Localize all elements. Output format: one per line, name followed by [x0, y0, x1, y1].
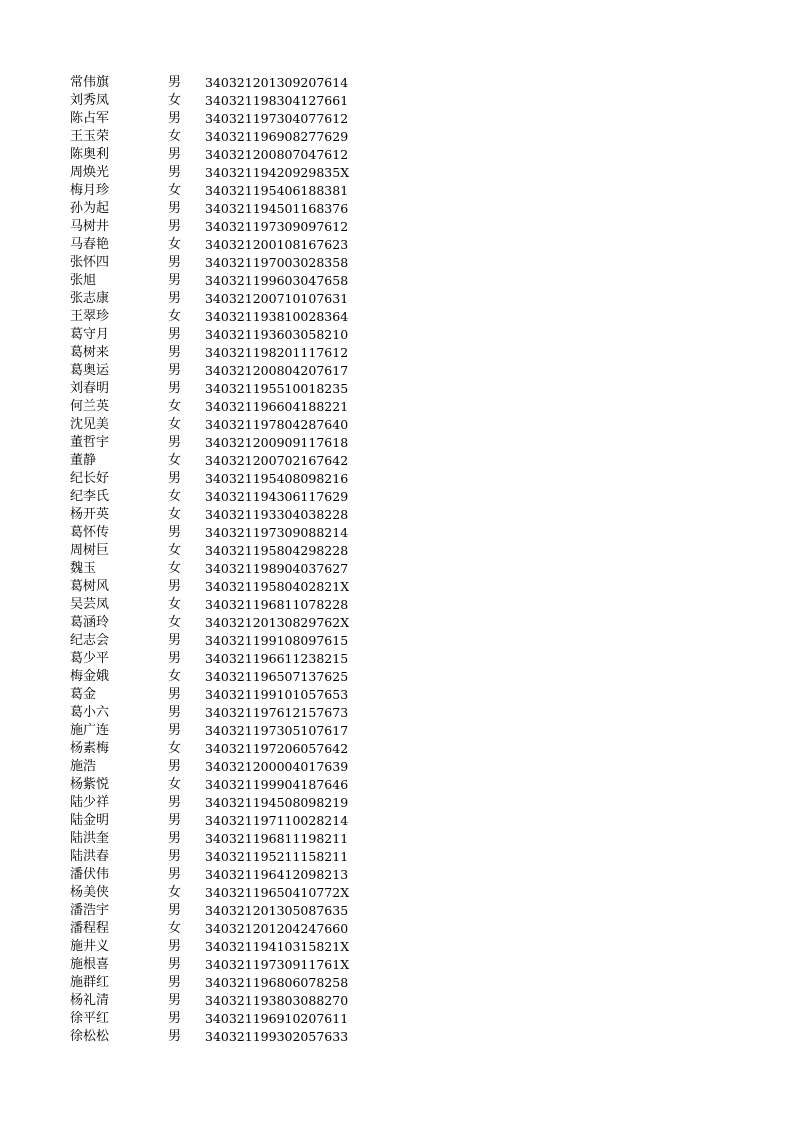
table-row — [0, 650, 793, 668]
id-number-cell: 340321196910207611 — [205, 1011, 349, 1026]
table-row — [0, 470, 793, 488]
id-number-cell: 340321194508098219 — [205, 795, 349, 810]
name-cell: 陆洪春 — [70, 849, 110, 864]
table-row — [0, 542, 793, 560]
table-row — [0, 830, 793, 848]
name-cell: 陈占军 — [70, 111, 110, 126]
name-cell: 潘伏伟 — [70, 867, 110, 882]
id-number-cell: 340321194306117629 — [205, 489, 349, 504]
table-row — [0, 524, 793, 542]
gender-cell: 女 — [168, 129, 182, 144]
name-cell: 陆少祥 — [70, 795, 110, 810]
id-number-cell: 340321193803088270 — [205, 993, 349, 1008]
gender-cell: 女 — [168, 453, 182, 468]
id-number-cell: 340321197309097612 — [205, 219, 349, 234]
id-number-cell: 340321195804298228 — [205, 543, 349, 558]
name-cell: 刘春明 — [70, 381, 110, 396]
name-cell: 杨素梅 — [70, 741, 110, 756]
name-cell: 张旭 — [70, 273, 97, 288]
name-cell: 施井义 — [70, 939, 110, 954]
table-row — [0, 380, 793, 398]
table-row — [0, 326, 793, 344]
name-cell: 葛树来 — [70, 345, 110, 360]
gender-cell: 男 — [168, 867, 182, 882]
id-number-cell: 340321199101057653 — [205, 687, 349, 702]
table-row — [0, 902, 793, 920]
id-number-cell: 340321200702167642 — [205, 453, 349, 468]
table-row — [0, 182, 793, 200]
name-cell: 陆洪奎 — [70, 831, 110, 846]
roster-table — [0, 74, 793, 1046]
name-cell: 葛涵玲 — [70, 615, 110, 630]
table-row — [0, 218, 793, 236]
name-cell: 马春艳 — [70, 237, 110, 252]
gender-cell: 女 — [168, 597, 182, 612]
table-row — [0, 434, 793, 452]
table-row — [0, 884, 793, 902]
table-row — [0, 146, 793, 164]
gender-cell: 男 — [168, 273, 182, 288]
name-cell: 施根喜 — [70, 957, 110, 972]
gender-cell: 男 — [168, 813, 182, 828]
gender-cell: 男 — [168, 201, 182, 216]
gender-cell: 男 — [168, 75, 182, 90]
table-row — [0, 956, 793, 974]
id-number-cell: 340321193304038228 — [205, 507, 349, 522]
name-cell: 葛金 — [70, 687, 97, 702]
gender-cell: 女 — [168, 489, 182, 504]
gender-cell: 男 — [168, 687, 182, 702]
name-cell: 葛守月 — [70, 327, 110, 342]
name-cell: 施浩 — [70, 759, 97, 774]
id-number-cell: 340321201309207614 — [205, 75, 349, 90]
name-cell: 周焕光 — [70, 165, 110, 180]
gender-cell: 男 — [168, 363, 182, 378]
name-cell: 杨美侠 — [70, 885, 110, 900]
gender-cell: 男 — [168, 111, 182, 126]
table-row — [0, 290, 793, 308]
table-row — [0, 632, 793, 650]
id-number-cell: 340321194501168376 — [205, 201, 349, 216]
gender-cell: 男 — [168, 579, 182, 594]
gender-cell: 男 — [168, 975, 182, 990]
name-cell: 刘秀凤 — [70, 93, 110, 108]
id-number-cell: 340321197305107617 — [205, 723, 349, 738]
name-cell: 沈见美 — [70, 417, 110, 432]
table-row — [0, 1010, 793, 1028]
table-row — [0, 128, 793, 146]
name-cell: 葛少平 — [70, 651, 110, 666]
id-number-cell: 340321198201117612 — [205, 345, 349, 360]
id-number-cell: 340321193810028364 — [205, 309, 349, 324]
id-number-cell: 340321196811198211 — [205, 831, 349, 846]
gender-cell: 男 — [168, 993, 182, 1008]
gender-cell: 女 — [168, 741, 182, 756]
gender-cell: 男 — [168, 723, 182, 738]
name-cell: 杨紫悦 — [70, 777, 110, 792]
table-row — [0, 578, 793, 596]
table-row — [0, 866, 793, 884]
id-number-cell: 340321200004017639 — [205, 759, 349, 774]
id-number-cell: 34032119650410772X — [205, 885, 350, 900]
name-cell: 何兰英 — [70, 399, 110, 414]
name-cell: 王翠珍 — [70, 309, 110, 324]
id-number-cell: 340321200807047612 — [205, 147, 349, 162]
name-cell: 张志康 — [70, 291, 110, 306]
id-number-cell: 340321201204247660 — [205, 921, 349, 936]
gender-cell: 男 — [168, 1011, 182, 1026]
id-number-cell: 340321197612157673 — [205, 705, 349, 720]
table-row — [0, 848, 793, 866]
name-cell: 梅月珍 — [70, 183, 110, 198]
name-cell: 周树巨 — [70, 543, 110, 558]
gender-cell: 女 — [168, 543, 182, 558]
name-cell: 马树井 — [70, 219, 110, 234]
name-cell: 张怀四 — [70, 255, 110, 270]
table-row — [0, 812, 793, 830]
name-cell: 董哲宇 — [70, 435, 110, 450]
name-cell: 陆金明 — [70, 813, 110, 828]
name-cell: 梅金娥 — [70, 669, 110, 684]
name-cell: 纪长好 — [70, 471, 110, 486]
gender-cell: 男 — [168, 147, 182, 162]
id-number-cell: 340321200909117618 — [205, 435, 349, 450]
gender-cell: 女 — [168, 669, 182, 684]
id-number-cell: 34032120130829762X — [205, 615, 350, 630]
id-number-cell: 340321200108167623 — [205, 237, 349, 252]
gender-cell: 女 — [168, 93, 182, 108]
gender-cell: 男 — [168, 651, 182, 666]
id-number-cell: 340321193603058210 — [205, 327, 349, 342]
table-row — [0, 416, 793, 434]
table-row — [0, 398, 793, 416]
table-row — [0, 938, 793, 956]
gender-cell: 男 — [168, 903, 182, 918]
table-row — [0, 506, 793, 524]
gender-cell: 男 — [168, 705, 182, 720]
name-cell: 孙为起 — [70, 201, 110, 216]
id-number-cell: 34032119730911761X — [205, 957, 350, 972]
table-row — [0, 1028, 793, 1046]
table-row — [0, 236, 793, 254]
gender-cell: 女 — [168, 921, 182, 936]
id-number-cell: 340321196507137625 — [205, 669, 349, 684]
id-number-cell: 340321197304077612 — [205, 111, 349, 126]
id-number-cell: 340321198904037627 — [205, 561, 349, 576]
name-cell: 杨礼清 — [70, 993, 110, 1008]
id-number-cell: 340321197206057642 — [205, 741, 349, 756]
gender-cell: 男 — [168, 165, 182, 180]
gender-cell: 女 — [168, 561, 182, 576]
table-row — [0, 110, 793, 128]
id-number-cell: 34032119580402821X — [205, 579, 350, 594]
gender-cell: 女 — [168, 237, 182, 252]
name-cell: 吴芸凤 — [70, 597, 110, 612]
table-row — [0, 164, 793, 182]
name-cell: 施广连 — [70, 723, 110, 738]
gender-cell: 女 — [168, 399, 182, 414]
name-cell: 葛树风 — [70, 579, 110, 594]
table-row — [0, 920, 793, 938]
gender-cell: 女 — [168, 615, 182, 630]
gender-cell: 男 — [168, 435, 182, 450]
gender-cell: 女 — [168, 309, 182, 324]
id-number-cell: 340321196811078228 — [205, 597, 349, 612]
id-number-cell: 340321195406188381 — [205, 183, 349, 198]
id-number-cell: 340321199108097615 — [205, 633, 349, 648]
id-number-cell: 340321196806078258 — [205, 975, 349, 990]
gender-cell: 男 — [168, 291, 182, 306]
id-number-cell: 340321196908277629 — [205, 129, 349, 144]
table-row — [0, 272, 793, 290]
id-number-cell: 340321201305087635 — [205, 903, 349, 918]
table-row — [0, 74, 793, 92]
gender-cell: 男 — [168, 471, 182, 486]
id-number-cell: 340321195510018235 — [205, 381, 349, 396]
id-number-cell: 34032119410315821X — [205, 939, 350, 954]
name-cell: 徐平红 — [70, 1011, 110, 1026]
id-number-cell: 340321197110028214 — [205, 813, 349, 828]
id-number-cell: 34032119420929835X — [205, 165, 350, 180]
table-row — [0, 92, 793, 110]
id-number-cell: 340321197309088214 — [205, 525, 349, 540]
table-row — [0, 776, 793, 794]
id-number-cell: 340321195211158211 — [205, 849, 349, 864]
table-row — [0, 308, 793, 326]
id-number-cell: 340321200710107631 — [205, 291, 349, 306]
gender-cell: 男 — [168, 939, 182, 954]
gender-cell: 男 — [168, 345, 182, 360]
name-cell: 魏玉 — [70, 561, 97, 576]
name-cell: 纪志会 — [70, 633, 110, 648]
gender-cell: 男 — [168, 219, 182, 234]
table-row — [0, 488, 793, 506]
table-row — [0, 992, 793, 1010]
table-row — [0, 200, 793, 218]
table-row — [0, 560, 793, 578]
table-row — [0, 686, 793, 704]
id-number-cell: 340321199302057633 — [205, 1029, 349, 1044]
name-cell: 王玉荣 — [70, 129, 110, 144]
gender-cell: 男 — [168, 957, 182, 972]
table-row — [0, 614, 793, 632]
gender-cell: 男 — [168, 327, 182, 342]
gender-cell: 男 — [168, 831, 182, 846]
table-row — [0, 668, 793, 686]
name-cell: 葛小六 — [70, 705, 110, 720]
id-number-cell: 340321198304127661 — [205, 93, 349, 108]
gender-cell: 女 — [168, 183, 182, 198]
gender-cell: 女 — [168, 507, 182, 522]
gender-cell: 男 — [168, 849, 182, 864]
table-row — [0, 758, 793, 776]
table-row — [0, 344, 793, 362]
table-row — [0, 452, 793, 470]
name-cell: 葛怀传 — [70, 525, 110, 540]
gender-cell: 男 — [168, 759, 182, 774]
table-row — [0, 362, 793, 380]
table-row — [0, 740, 793, 758]
name-cell: 潘浩宇 — [70, 903, 110, 918]
name-cell: 施群红 — [70, 975, 110, 990]
gender-cell: 女 — [168, 885, 182, 900]
table-row — [0, 254, 793, 272]
id-number-cell: 340321199904187646 — [205, 777, 349, 792]
name-cell: 杨开英 — [70, 507, 110, 522]
gender-cell: 男 — [168, 633, 182, 648]
id-number-cell: 340321196604188221 — [205, 399, 349, 414]
id-number-cell: 340321199603047658 — [205, 273, 349, 288]
gender-cell: 女 — [168, 777, 182, 792]
name-cell: 董静 — [70, 453, 97, 468]
gender-cell: 男 — [168, 255, 182, 270]
gender-cell: 男 — [168, 1029, 182, 1044]
table-row — [0, 794, 793, 812]
table-row — [0, 722, 793, 740]
name-cell: 纪李氏 — [70, 489, 110, 504]
table-row — [0, 704, 793, 722]
id-number-cell: 340321196412098213 — [205, 867, 349, 882]
name-cell: 葛奥运 — [70, 363, 110, 378]
name-cell: 徐松松 — [70, 1029, 110, 1044]
table-row — [0, 596, 793, 614]
id-number-cell: 340321197804287640 — [205, 417, 349, 432]
id-number-cell: 340321197003028358 — [205, 255, 349, 270]
gender-cell: 男 — [168, 525, 182, 540]
gender-cell: 男 — [168, 381, 182, 396]
id-number-cell: 340321200804207617 — [205, 363, 349, 378]
name-cell: 常伟旗 — [70, 75, 110, 90]
gender-cell: 男 — [168, 795, 182, 810]
gender-cell: 女 — [168, 417, 182, 432]
name-cell: 潘程程 — [70, 921, 110, 936]
id-number-cell: 340321196611238215 — [205, 651, 349, 666]
table-row — [0, 974, 793, 992]
id-number-cell: 340321195408098216 — [205, 471, 349, 486]
name-cell: 陈奥利 — [70, 147, 110, 162]
